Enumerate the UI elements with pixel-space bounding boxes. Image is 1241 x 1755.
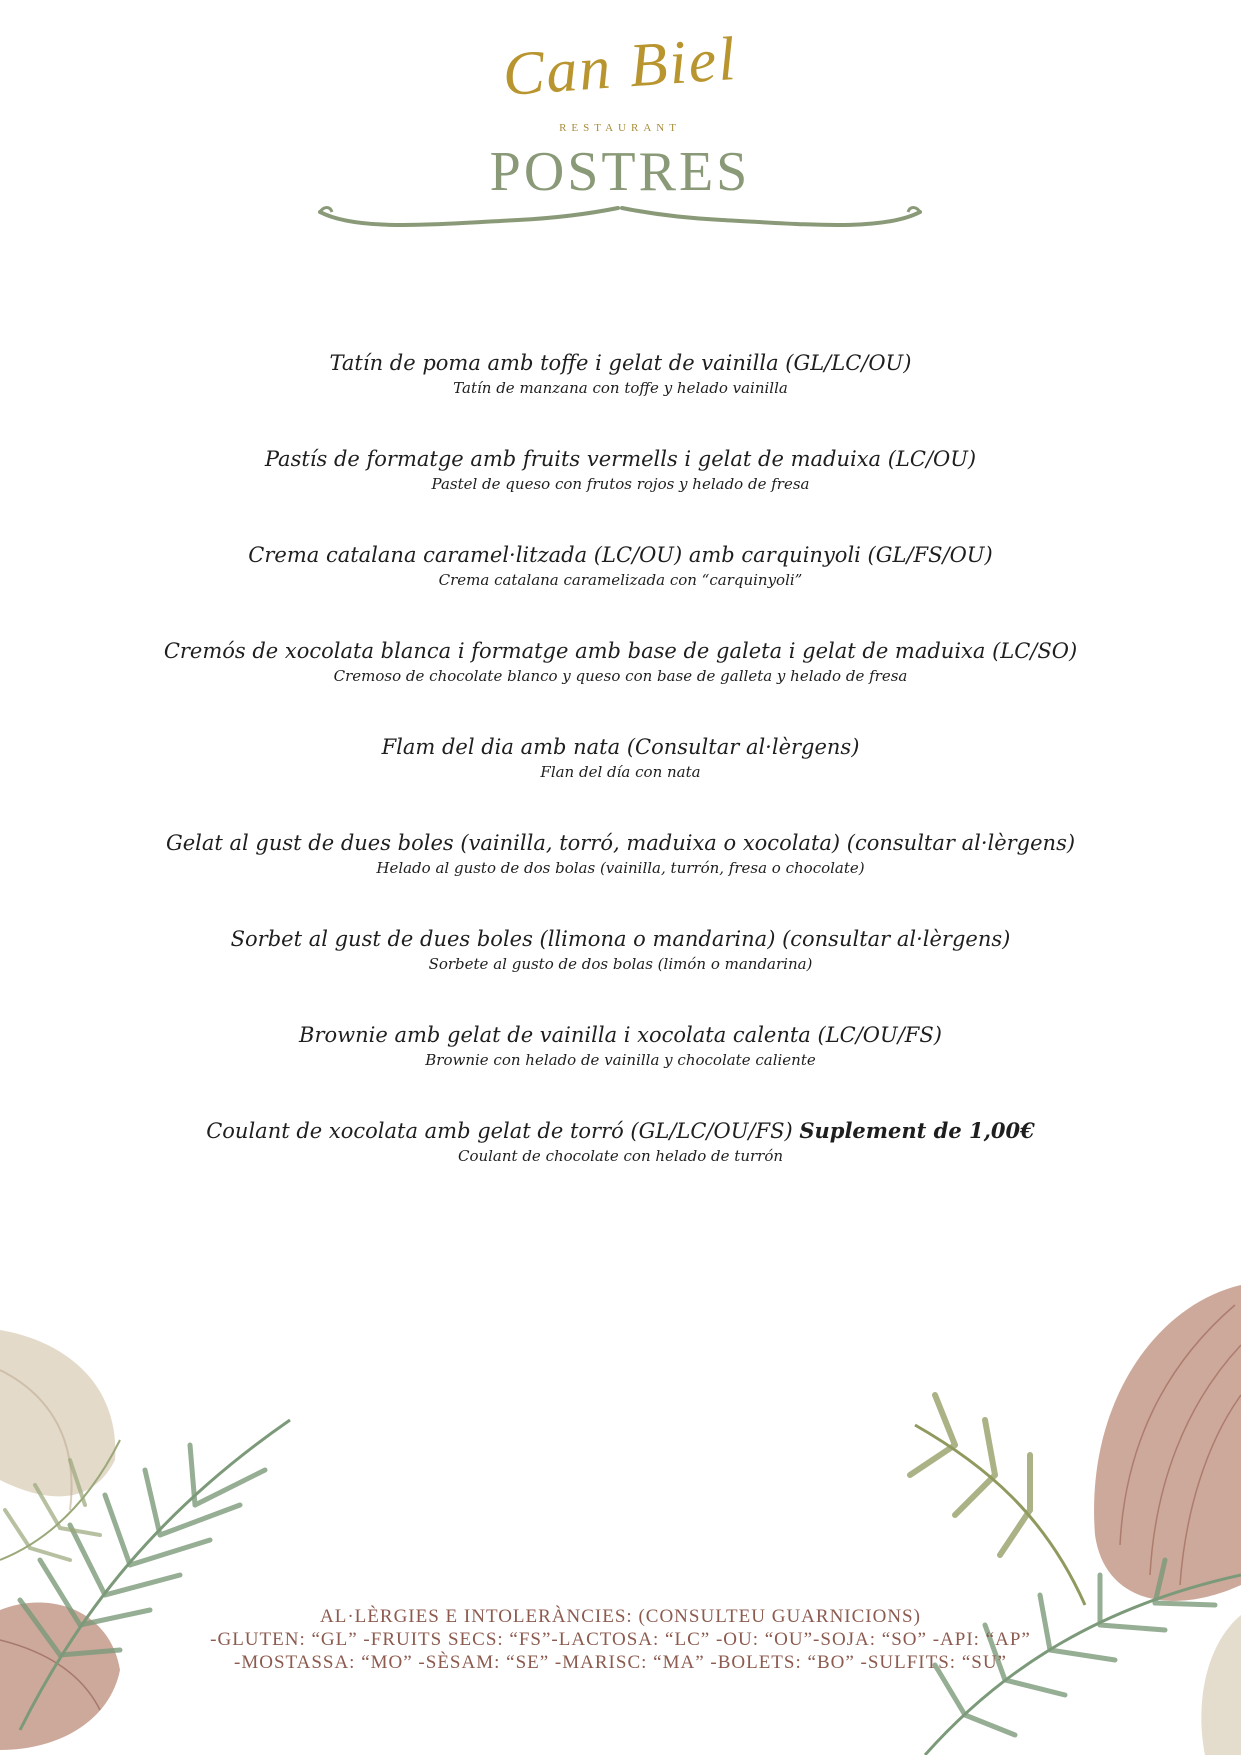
menu-item <box>120 828 1121 924</box>
page-title: POSTRES <box>489 141 751 203</box>
item-name <box>120 444 1121 474</box>
menu-item <box>120 732 1121 828</box>
item-name <box>120 924 1121 954</box>
item-description: Tatín de manzana con toffe y helado vainilla <box>453 379 788 397</box>
dessert-menu <box>120 348 1121 1212</box>
item-description: Sorbete al gusto de dos bolas (limón o mandarina) <box>428 955 813 973</box>
item-name-text: Tatín de poma amb toffe i gelat de vainilla (GL/LC/OU) <box>329 351 912 375</box>
item-name <box>120 348 1121 378</box>
item-name <box>120 732 1121 762</box>
item-name-text: Crema catalana caramel·litzada (LC/OU) amb carquinyoli (GL/FS/OU) <box>248 543 993 567</box>
allergen-heading: AL·LÈRGIES E INTOLERÀNCIES: (CONSULTEU GUARNICIONS) <box>320 1606 921 1627</box>
item-name <box>120 828 1121 858</box>
item-description: Pastel de queso con frutos rojos y helado de fresa <box>431 475 810 493</box>
allergen-codes-line-2: -MOSTASSA: “MO” -SÈSAM: “SE” -MARISC: “MA” -BOLETS: “BO” -SULFITS: “SU” <box>234 1652 1007 1673</box>
allergen-codes-line-1: -GLUTEN: “GL” -FRUITS SECS: “FS”-LACTOSA: “LC” -OU: “OU”-SOJA: “SO” -API: “AP” <box>210 1629 1031 1650</box>
item-name-text: Pastís de formatge amb fruits vermells i gelat de maduixa (LC/OU) <box>264 447 977 471</box>
title-flourish <box>318 202 922 232</box>
item-name-text: Brownie amb gelat de vainilla i xocolata calenta (LC/OU/FS) <box>299 1023 942 1047</box>
decorative-leaves-left <box>0 1310 300 1755</box>
supplement-price: Suplement de 1,00€ <box>799 1118 1035 1143</box>
item-name <box>120 540 1121 570</box>
item-name-text: Coulant de xocolata amb gelat de torró (GL/LC/OU/FS) <box>206 1119 800 1143</box>
item-name-text: Cremós de xocolata blanca i formatge amb base de galeta i gelat de maduixa (LC/SO) <box>163 639 1078 663</box>
menu-item <box>120 636 1121 732</box>
restaurant-logo <box>500 24 740 146</box>
item-name <box>120 636 1121 666</box>
item-description: Brownie con helado de vainilla y chocolate caliente <box>425 1051 816 1069</box>
menu-item <box>120 1116 1121 1212</box>
item-description: Cremoso de chocolate blanco y queso con base de galleta y helado de fresa <box>333 667 908 685</box>
item-description: Crema catalana caramelizada con “carquinyoli” <box>438 571 803 589</box>
logo-subtitle: RESTAURANT <box>559 122 681 134</box>
allergen-legend <box>200 1605 1041 1674</box>
menu-item <box>120 924 1121 1020</box>
item-description: Helado al gusto de dos bolas (vainilla, turrón, fresa o chocolate) <box>376 859 865 877</box>
menu-item <box>120 348 1121 444</box>
menu-item <box>120 444 1121 540</box>
item-name <box>120 1020 1121 1050</box>
item-name-text: Gelat al gust de dues boles (vainilla, torró, maduixa o xocolata) (consultar al·lèrgens) <box>165 831 1076 855</box>
logo-script-text: Can Biel <box>500 24 740 110</box>
item-name-text: Flam del dia amb nata (Consultar al·lèrgens) <box>381 735 860 759</box>
item-name <box>120 1116 1121 1146</box>
item-description: Coulant de chocolate con helado de turrón <box>457 1147 784 1165</box>
item-name-text: Sorbet al gust de dues boles (llimona o mandarina) (consultar al·lèrgens) <box>230 927 1011 951</box>
item-description: Flan del día con nata <box>540 763 701 781</box>
decorative-leaves-right <box>905 1285 1241 1755</box>
menu-item <box>120 1020 1121 1116</box>
menu-item <box>120 540 1121 636</box>
